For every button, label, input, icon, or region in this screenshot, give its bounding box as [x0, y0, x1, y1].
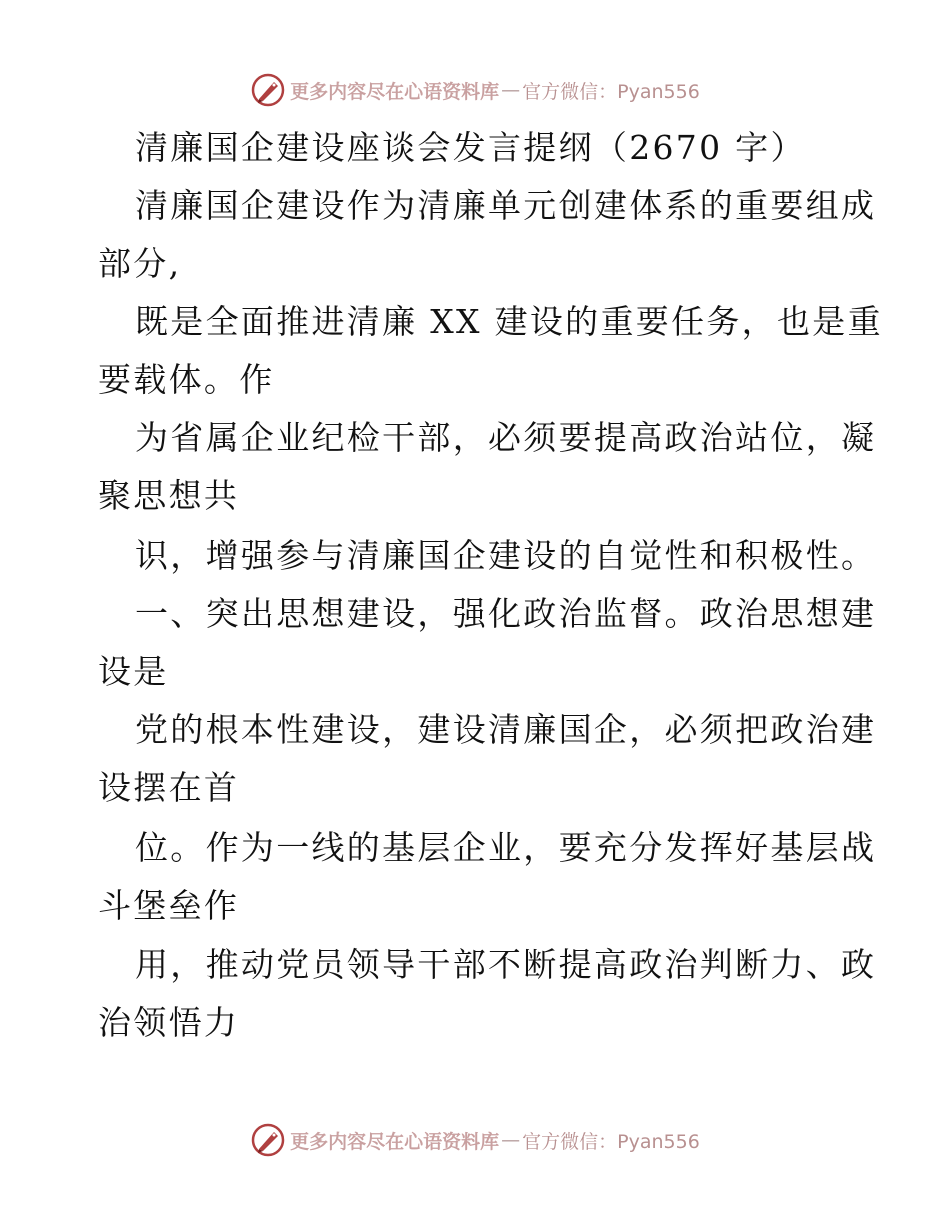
paragraph-line: 聚思想共	[98, 476, 240, 515]
paragraph-line: 要载体。作	[98, 360, 275, 399]
pen-logo-icon	[250, 72, 286, 108]
paragraph-line: 斗堡垒作	[98, 886, 240, 925]
watermark-contact: 官方微信：Pyan556	[522, 1130, 700, 1153]
watermark-banner-top	[0, 68, 950, 112]
watermark-banner-bottom	[0, 1118, 950, 1162]
paragraph-line: 设是	[98, 652, 169, 691]
paragraph-line: 既是全面推进清廉 XX 建设的重要任务，也是重	[135, 302, 883, 341]
paragraph-line: 党的根本性建设，建设清廉国企，必须把政治建	[135, 710, 877, 749]
pen-logo-icon	[250, 1122, 286, 1158]
watermark-brand: 更多内容尽在心语资料库	[290, 80, 500, 103]
watermark-brand: 更多内容尽在心语资料库	[290, 1130, 500, 1153]
paragraph-line: 清廉国企建设作为清廉单元创建体系的重要组成	[135, 186, 877, 225]
paragraph-line: 设摆在首	[98, 768, 240, 807]
section-heading-line: 一、突出思想建设，强化政治监督。政治思想建	[135, 594, 877, 633]
document-title: 清廉国企建设座谈会发言提纲（2670 字）	[135, 128, 806, 167]
watermark-separator: —	[501, 79, 521, 101]
paragraph-line: 识，增强参与清廉国企建设的自觉性和积极性。	[135, 536, 877, 575]
paragraph-line: 位。作为一线的基层企业，要充分发挥好基层战	[135, 828, 877, 867]
watermark-separator: —	[501, 1129, 521, 1151]
paragraph-line: 为省属企业纪检干部，必须要提高政治站位，凝	[135, 418, 877, 457]
paragraph-line: 用，推动党员领导干部不断提高政治判断力、政	[135, 945, 877, 984]
watermark-contact: 官方微信：Pyan556	[522, 80, 700, 103]
paragraph-line: 部分,	[98, 244, 182, 283]
paragraph-line: 治领悟力	[98, 1003, 240, 1042]
